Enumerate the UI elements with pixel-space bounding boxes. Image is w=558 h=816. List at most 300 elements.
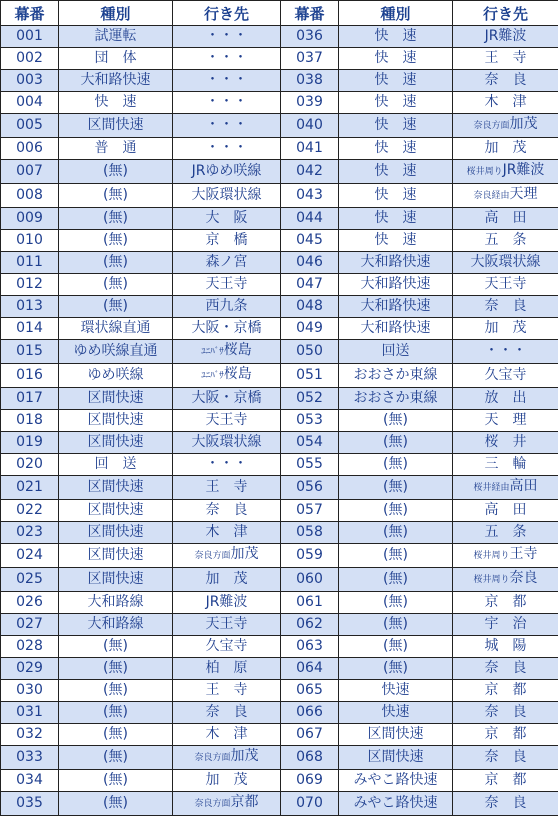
destination xyxy=(453,230,558,252)
sign-number: 039 xyxy=(281,92,339,114)
service-type: (無) xyxy=(59,160,173,184)
service-type: (無) xyxy=(59,658,173,680)
sign-number: 054 xyxy=(281,432,339,454)
destination xyxy=(453,70,558,92)
table-row xyxy=(1,274,558,296)
destination xyxy=(453,592,558,614)
service-type: 普 通 xyxy=(59,138,173,160)
service-type: 大和路線 xyxy=(59,614,173,636)
sign-number: 017 xyxy=(1,388,59,410)
sign-number: 051 xyxy=(281,364,339,388)
sign-number: 009 xyxy=(1,208,59,230)
sign-number: 041 xyxy=(281,138,339,160)
table-row xyxy=(1,680,558,702)
table-row xyxy=(1,160,558,184)
sign-number: 053 xyxy=(281,410,339,432)
service-type: 快 速 xyxy=(339,26,453,48)
sign-number: 052 xyxy=(281,388,339,410)
destination-via-label: 奈良方面 xyxy=(473,121,509,131)
service-type: (無) xyxy=(339,636,453,658)
destination-name: 天 理 xyxy=(485,412,527,428)
service-type: (無) xyxy=(339,658,453,680)
destination xyxy=(173,318,281,340)
destination-name: ・・・ xyxy=(206,72,248,88)
sign-number: 028 xyxy=(1,636,59,658)
service-type: 快速 xyxy=(339,680,453,702)
destination-name: 天王寺 xyxy=(206,616,248,632)
destination xyxy=(453,184,558,208)
service-type: 区間快速 xyxy=(59,568,173,592)
service-type: (無) xyxy=(59,296,173,318)
sign-number: 040 xyxy=(281,114,339,138)
service-type: (無) xyxy=(339,500,453,522)
table-row xyxy=(1,208,558,230)
table-row xyxy=(1,138,558,160)
destination xyxy=(453,544,558,568)
destination xyxy=(173,770,281,792)
sign-number: 008 xyxy=(1,184,59,208)
destination-name: 奈 良 xyxy=(485,795,527,811)
destination xyxy=(453,274,558,296)
service-type: 大和路快速 xyxy=(339,252,453,274)
destination-name: 王 寺 xyxy=(206,682,248,698)
sign-number: 035 xyxy=(1,792,59,816)
table-row xyxy=(1,432,558,454)
destination xyxy=(453,702,558,724)
sign-number: 061 xyxy=(281,592,339,614)
service-type: みやこ路快速 xyxy=(339,770,453,792)
destination-name: 加 茂 xyxy=(485,320,527,336)
destination-name: 奈 良 xyxy=(485,660,527,676)
table-row xyxy=(1,614,558,636)
table-row xyxy=(1,636,558,658)
service-type: 区間快速 xyxy=(59,476,173,500)
destination-name: 森ノ宮 xyxy=(206,254,248,270)
destination xyxy=(173,160,281,184)
service-type: 快 速 xyxy=(59,92,173,114)
table-row xyxy=(1,184,558,208)
destination xyxy=(173,26,281,48)
sign-number: 013 xyxy=(1,296,59,318)
service-type: (無) xyxy=(59,746,173,770)
sign-number: 030 xyxy=(1,680,59,702)
destination xyxy=(173,500,281,522)
destination-name: 天王寺 xyxy=(206,276,248,292)
sign-number: 004 xyxy=(1,92,59,114)
sign-number: 059 xyxy=(281,544,339,568)
sign-number: 065 xyxy=(281,680,339,702)
destination-via-label: 桜井周り xyxy=(473,551,509,561)
sign-number: 060 xyxy=(281,568,339,592)
destination xyxy=(173,388,281,410)
service-type: ゆめ咲線 xyxy=(59,364,173,388)
service-type: おおさか東線 xyxy=(339,388,453,410)
destination xyxy=(173,454,281,476)
destination-name: 高 田 xyxy=(485,210,527,226)
service-type: 快 速 xyxy=(339,92,453,114)
table-row xyxy=(1,296,558,318)
destination-via-label: 桜井周り xyxy=(467,167,503,177)
destination xyxy=(173,92,281,114)
destination-name: 加茂 xyxy=(231,748,259,764)
header-number: 幕番 xyxy=(281,1,339,26)
destination xyxy=(453,318,558,340)
destination-name: 桜島 xyxy=(224,342,252,358)
sign-number: 006 xyxy=(1,138,59,160)
destination-via-label: 桜井周り xyxy=(473,575,509,585)
destination xyxy=(453,92,558,114)
service-type: 環状線直通 xyxy=(59,318,173,340)
service-type: 区間快速 xyxy=(59,114,173,138)
destination xyxy=(173,680,281,702)
destination-via-label: 桜井経由 xyxy=(473,483,509,493)
destination xyxy=(453,340,558,364)
destination xyxy=(173,432,281,454)
sign-number: 022 xyxy=(1,500,59,522)
service-type: (無) xyxy=(59,208,173,230)
destination-name: ・・・ xyxy=(206,28,248,44)
destination-name: 木 津 xyxy=(206,524,248,540)
sign-number: 033 xyxy=(1,746,59,770)
sign-number: 067 xyxy=(281,724,339,746)
destination-name: 京 都 xyxy=(485,772,527,788)
destination xyxy=(173,746,281,770)
destination-name: 大阪・京橋 xyxy=(192,390,262,406)
header-row xyxy=(1,1,558,26)
destination xyxy=(453,388,558,410)
destination-name: 久宝寺 xyxy=(206,638,248,654)
sign-number: 066 xyxy=(281,702,339,724)
sign-number: 050 xyxy=(281,340,339,364)
table-row xyxy=(1,454,558,476)
sign-number: 029 xyxy=(1,658,59,680)
destination-via-label: ﾕﾆﾊﾞｻ xyxy=(201,347,224,357)
sign-number: 062 xyxy=(281,614,339,636)
destination-name: 大 阪 xyxy=(206,210,248,226)
destination xyxy=(453,410,558,432)
sign-number: 027 xyxy=(1,614,59,636)
service-type: 快 速 xyxy=(339,184,453,208)
sign-number: 034 xyxy=(1,770,59,792)
sign-number: 043 xyxy=(281,184,339,208)
destination-name: 大阪環状線 xyxy=(471,254,541,270)
destination-name: 天理 xyxy=(510,186,538,202)
sign-number: 001 xyxy=(1,26,59,48)
destination xyxy=(453,476,558,500)
destination-name: 王 寺 xyxy=(206,479,248,495)
sign-number: 064 xyxy=(281,658,339,680)
service-type: (無) xyxy=(339,432,453,454)
sign-number: 036 xyxy=(281,26,339,48)
destination-via-label: ﾕﾆﾊﾞｻ xyxy=(201,371,224,381)
destination xyxy=(173,592,281,614)
service-type: 区間快速 xyxy=(59,544,173,568)
sign-number: 005 xyxy=(1,114,59,138)
destination xyxy=(173,296,281,318)
sign-number: 068 xyxy=(281,746,339,770)
table-row xyxy=(1,702,558,724)
destination xyxy=(173,48,281,70)
destination-name: 大阪環状線 xyxy=(192,187,262,203)
destination-name: 奈 良 xyxy=(206,502,248,518)
destination xyxy=(453,746,558,770)
destination-name: 木 津 xyxy=(206,726,248,742)
service-type: ゆめ咲線直通 xyxy=(59,340,173,364)
destination xyxy=(453,614,558,636)
sign-number: 038 xyxy=(281,70,339,92)
service-type: 快 速 xyxy=(339,230,453,252)
destination xyxy=(173,792,281,816)
sign-number: 047 xyxy=(281,274,339,296)
service-type: 区間快速 xyxy=(339,724,453,746)
destination xyxy=(173,410,281,432)
destination xyxy=(453,770,558,792)
destination-name: 五 条 xyxy=(485,524,527,540)
destination-name: 奈 良 xyxy=(206,704,248,720)
service-type: 快 速 xyxy=(339,208,453,230)
table-row xyxy=(1,48,558,70)
destination-name: 五 条 xyxy=(485,232,527,248)
service-type: 大和路快速 xyxy=(339,318,453,340)
service-type: (無) xyxy=(59,702,173,724)
service-type: (無) xyxy=(59,770,173,792)
table-row xyxy=(1,92,558,114)
destination xyxy=(173,252,281,274)
destination-name: 城 陽 xyxy=(485,638,527,654)
destination xyxy=(173,230,281,252)
header-number: 幕番 xyxy=(1,1,59,26)
service-type: 大和路線 xyxy=(59,592,173,614)
destination xyxy=(453,454,558,476)
destination xyxy=(173,70,281,92)
destination-name: 大阪・京橋 xyxy=(192,320,262,336)
table-row xyxy=(1,114,558,138)
destination-name: JR難波 xyxy=(206,594,248,610)
service-type: (無) xyxy=(59,636,173,658)
table-row xyxy=(1,746,558,770)
table-row xyxy=(1,500,558,522)
table-row xyxy=(1,770,558,792)
destination xyxy=(453,636,558,658)
destination xyxy=(453,500,558,522)
destination-name: 天王寺 xyxy=(206,412,248,428)
table-row xyxy=(1,724,558,746)
service-type: 区間快速 xyxy=(59,500,173,522)
destination-name: ・・・ xyxy=(206,94,248,110)
sign-number: 011 xyxy=(1,252,59,274)
destination-name: 三 輪 xyxy=(485,456,527,472)
sign-number: 023 xyxy=(1,522,59,544)
destination xyxy=(453,114,558,138)
destination-name: 桜島 xyxy=(224,366,252,382)
service-type: 大和路快速 xyxy=(339,296,453,318)
destination-name: 京都 xyxy=(231,794,259,810)
destination xyxy=(173,114,281,138)
destination xyxy=(453,724,558,746)
table-row xyxy=(1,388,558,410)
sign-number: 049 xyxy=(281,318,339,340)
destination xyxy=(173,340,281,364)
destination xyxy=(453,252,558,274)
table-row xyxy=(1,70,558,92)
header-destination: 行き先 xyxy=(453,1,558,26)
destination xyxy=(453,568,558,592)
destination-via-label: 奈良経由 xyxy=(473,191,509,201)
table-row xyxy=(1,592,558,614)
destination-name: ・・・ xyxy=(206,117,248,133)
service-type: 団 体 xyxy=(59,48,173,70)
destination xyxy=(173,522,281,544)
service-type: 区間快速 xyxy=(59,410,173,432)
sign-number: 032 xyxy=(1,724,59,746)
destination xyxy=(173,208,281,230)
sign-number: 048 xyxy=(281,296,339,318)
service-type: 快 速 xyxy=(339,114,453,138)
destination-name: 王寺 xyxy=(510,546,538,562)
destination xyxy=(453,658,558,680)
service-type: (無) xyxy=(339,454,453,476)
service-type: 快速 xyxy=(339,702,453,724)
destination xyxy=(453,522,558,544)
destination-name: 木 津 xyxy=(485,94,527,110)
service-type: 大和路快速 xyxy=(339,274,453,296)
service-type: 区間快速 xyxy=(59,522,173,544)
destination-name: JR難波 xyxy=(485,28,527,44)
destination xyxy=(453,432,558,454)
destination-name: ・・・ xyxy=(206,140,248,156)
destination-name: 柏 原 xyxy=(206,660,248,676)
destination-name: 高田 xyxy=(510,478,538,494)
sign-number: 063 xyxy=(281,636,339,658)
table-row xyxy=(1,26,558,48)
destination-name: 西九条 xyxy=(206,298,248,314)
sign-number: 069 xyxy=(281,770,339,792)
table-row xyxy=(1,476,558,500)
destination-name: 高 田 xyxy=(485,502,527,518)
destination xyxy=(453,680,558,702)
destination-name: 奈 良 xyxy=(485,72,527,88)
destination xyxy=(453,208,558,230)
table-row xyxy=(1,568,558,592)
destination xyxy=(173,568,281,592)
destination-name: 放 出 xyxy=(485,390,527,406)
destination xyxy=(453,364,558,388)
destination xyxy=(173,138,281,160)
destination-name: ・・・ xyxy=(206,456,248,472)
destination-name: 王 寺 xyxy=(485,50,527,66)
service-type: (無) xyxy=(59,724,173,746)
destination-name: 京 都 xyxy=(485,726,527,742)
sign-number: 042 xyxy=(281,160,339,184)
service-type: (無) xyxy=(59,184,173,208)
destination-name: 京 都 xyxy=(485,682,527,698)
destination xyxy=(173,544,281,568)
destination-name: 奈 良 xyxy=(485,298,527,314)
sign-number: 020 xyxy=(1,454,59,476)
destination xyxy=(173,184,281,208)
service-type: 回 送 xyxy=(59,454,173,476)
destination-name: 京 都 xyxy=(485,594,527,610)
destination-name: 加 茂 xyxy=(206,571,248,587)
destination-via-label: 奈良方面 xyxy=(194,551,230,561)
sign-number: 056 xyxy=(281,476,339,500)
table-body xyxy=(1,26,558,816)
sign-number: 058 xyxy=(281,522,339,544)
sign-number: 007 xyxy=(1,160,59,184)
destination-name: ・・・ xyxy=(206,50,248,66)
destination xyxy=(453,48,558,70)
destination-name: JR難波 xyxy=(503,162,545,178)
service-type: みやこ路快速 xyxy=(339,792,453,816)
table-row xyxy=(1,544,558,568)
destination-name: 奈 良 xyxy=(485,704,527,720)
sign-number: 055 xyxy=(281,454,339,476)
destination-via-label: 奈良方面 xyxy=(194,799,230,809)
sign-number: 057 xyxy=(281,500,339,522)
destination xyxy=(453,296,558,318)
destination-name: ・・・ xyxy=(485,343,527,359)
destination-name: 宇 治 xyxy=(485,616,527,632)
table-row xyxy=(1,792,558,816)
destination xyxy=(173,724,281,746)
destination-name: 天王寺 xyxy=(485,276,527,292)
service-type: (無) xyxy=(59,230,173,252)
destination-name: 加茂 xyxy=(510,116,538,132)
destination xyxy=(453,138,558,160)
header-destination: 行き先 xyxy=(173,1,281,26)
destination-name: 加茂 xyxy=(231,546,259,562)
service-type: 区間快速 xyxy=(59,388,173,410)
service-type: (無) xyxy=(339,410,453,432)
sign-number: 021 xyxy=(1,476,59,500)
service-type: 試運転 xyxy=(59,26,173,48)
service-type: (無) xyxy=(339,476,453,500)
service-type: 快 速 xyxy=(339,48,453,70)
service-type: (無) xyxy=(59,680,173,702)
table-row xyxy=(1,318,558,340)
sign-number: 015 xyxy=(1,340,59,364)
destination xyxy=(173,274,281,296)
service-type: 回送 xyxy=(339,340,453,364)
service-type: 快 速 xyxy=(339,138,453,160)
sign-number: 012 xyxy=(1,274,59,296)
destination xyxy=(453,26,558,48)
table-row xyxy=(1,410,558,432)
sign-number: 024 xyxy=(1,544,59,568)
sign-number: 019 xyxy=(1,432,59,454)
sign-number: 044 xyxy=(281,208,339,230)
destination-name: 桜 井 xyxy=(485,434,527,450)
service-type: おおさか東線 xyxy=(339,364,453,388)
service-type: 区間快速 xyxy=(339,746,453,770)
destination xyxy=(173,658,281,680)
table-row xyxy=(1,340,558,364)
destination xyxy=(453,160,558,184)
table-row xyxy=(1,658,558,680)
sign-number: 025 xyxy=(1,568,59,592)
destination-name: 加 茂 xyxy=(485,140,527,156)
destination-name: 久宝寺 xyxy=(485,367,527,383)
sign-number: 031 xyxy=(1,702,59,724)
service-type: 快 速 xyxy=(339,70,453,92)
header-type: 種別 xyxy=(339,1,453,26)
destination-via-label: 奈良方面 xyxy=(194,753,230,763)
service-type: (無) xyxy=(339,614,453,636)
sign-number: 018 xyxy=(1,410,59,432)
destination xyxy=(173,614,281,636)
destination xyxy=(173,636,281,658)
table-row xyxy=(1,252,558,274)
